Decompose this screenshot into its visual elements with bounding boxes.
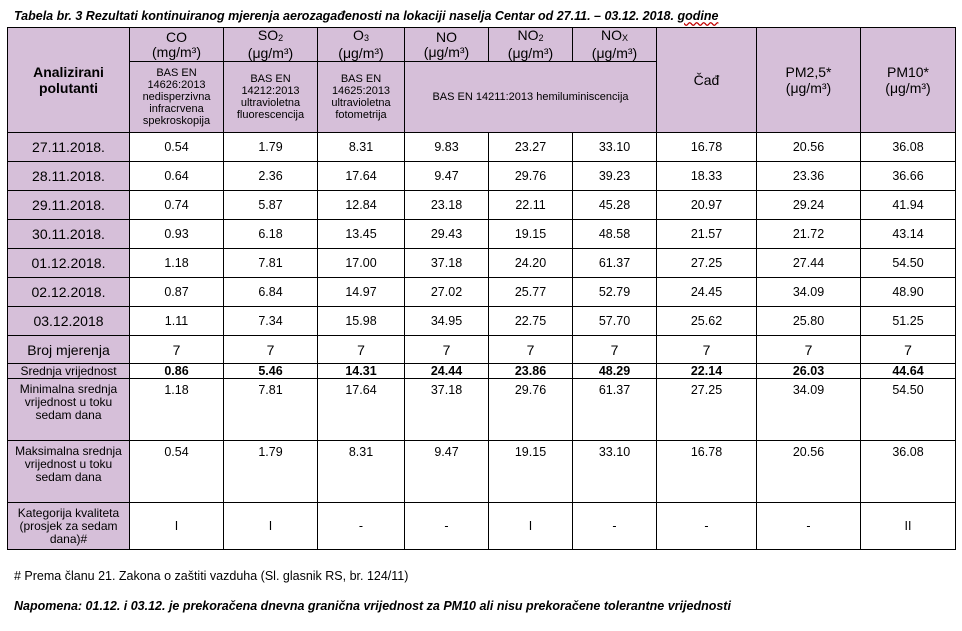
table-cell: 19.15 bbox=[489, 441, 573, 503]
table-cell: 23.86 bbox=[489, 364, 573, 379]
table-cell: 5.46 bbox=[224, 364, 318, 379]
table-cell: 27.44 bbox=[757, 249, 861, 278]
cad-header: Čađ bbox=[657, 28, 757, 133]
table-cell: 41.94 bbox=[861, 191, 956, 220]
table-cell: 27.25 bbox=[657, 249, 757, 278]
table-cell: 12.84 bbox=[318, 191, 405, 220]
table-cell: 24.44 bbox=[405, 364, 489, 379]
row-label: 02.12.2018. bbox=[8, 278, 130, 307]
table-cell: 16.78 bbox=[657, 133, 757, 162]
table-cell: - bbox=[573, 503, 657, 550]
table-cell: 48.90 bbox=[861, 278, 956, 307]
table-cell: 36.66 bbox=[861, 162, 956, 191]
table-cell: 48.29 bbox=[573, 364, 657, 379]
table-cell: 2.36 bbox=[224, 162, 318, 191]
row-label: Kategorija kvaliteta (prosjek za sedam dana)# bbox=[8, 503, 130, 550]
table-cell: - bbox=[757, 503, 861, 550]
table-cell: 25.80 bbox=[757, 307, 861, 336]
table-cell: 7 bbox=[573, 336, 657, 364]
table-cell: 29.76 bbox=[489, 379, 573, 441]
no2-header bbox=[489, 28, 573, 62]
no-unit: (μg/m³) bbox=[423, 43, 470, 60]
table-cell: 37.18 bbox=[405, 379, 489, 441]
table-cell: 23.18 bbox=[405, 191, 489, 220]
table-cell: 25.62 bbox=[657, 307, 757, 336]
table-cell: 7.34 bbox=[224, 307, 318, 336]
table-cell: 22.11 bbox=[489, 191, 573, 220]
table-cell: 7.81 bbox=[224, 249, 318, 278]
o3-header bbox=[318, 28, 405, 62]
date-row bbox=[8, 220, 956, 249]
date-row bbox=[8, 249, 956, 278]
table-cell: 36.08 bbox=[861, 441, 956, 503]
maksimalna-row bbox=[8, 441, 956, 503]
row-label: Maksimalna srednja vrijednost u toku sedam dana bbox=[8, 441, 130, 503]
table-cell: 19.15 bbox=[489, 220, 573, 249]
footnote: # Prema članu 21. Zakona o zaštiti vazduha (Sl. glasnik RS, br. 124/11) bbox=[14, 569, 409, 583]
table-cell: 9.47 bbox=[405, 441, 489, 503]
table-cell: 61.37 bbox=[573, 249, 657, 278]
table-cell: 7 bbox=[224, 336, 318, 364]
table-cell: 44.64 bbox=[861, 364, 956, 379]
table-cell: 34.09 bbox=[757, 379, 861, 441]
table-cell: 5.87 bbox=[224, 191, 318, 220]
table-cell: 0.54 bbox=[130, 441, 224, 503]
srednja-row bbox=[8, 364, 956, 379]
row-label: Broj mjerenja bbox=[8, 336, 130, 364]
table-cell: 14.31 bbox=[318, 364, 405, 379]
table-cell: 7 bbox=[130, 336, 224, 364]
kategorija-row bbox=[8, 503, 956, 550]
date-row bbox=[8, 133, 956, 162]
nox-sub: X bbox=[621, 33, 628, 43]
co-header bbox=[130, 28, 224, 62]
table-cell: 57.70 bbox=[573, 307, 657, 336]
header-row-units bbox=[8, 28, 956, 62]
broj-mjerenja-row bbox=[8, 336, 956, 364]
table-cell: 9.47 bbox=[405, 162, 489, 191]
o3-name: O bbox=[353, 27, 364, 43]
table-cell: 23.36 bbox=[757, 162, 861, 191]
table-cell: 1.11 bbox=[130, 307, 224, 336]
table-cell: I bbox=[224, 503, 318, 550]
table-cell: 16.78 bbox=[657, 441, 757, 503]
date-row bbox=[8, 278, 956, 307]
table-cell: 43.14 bbox=[861, 220, 956, 249]
table-cell: 6.84 bbox=[224, 278, 318, 307]
table-cell: 17.64 bbox=[318, 379, 405, 441]
caption-tail: godine bbox=[677, 9, 719, 23]
table-cell: 51.25 bbox=[861, 307, 956, 336]
table-cell: 22.14 bbox=[657, 364, 757, 379]
table-cell: 34.09 bbox=[757, 278, 861, 307]
no2-name: NO bbox=[517, 27, 539, 43]
napomena-note: Napomena: 01.12. i 03.12. je prekoračena dnevna granična vrijednost za PM10 ali nisu prekoračene tolerantne vrijednosti bbox=[14, 599, 731, 613]
table-cell: 29.76 bbox=[489, 162, 573, 191]
table-cell: 22.75 bbox=[489, 307, 573, 336]
table-cell: 14.97 bbox=[318, 278, 405, 307]
o3-sub: 3 bbox=[363, 33, 369, 43]
nox-header bbox=[573, 28, 657, 62]
table-cell: 54.50 bbox=[861, 249, 956, 278]
row-label: 27.11.2018. bbox=[8, 133, 130, 162]
table-cell: 0.93 bbox=[130, 220, 224, 249]
table-cell: 7 bbox=[757, 336, 861, 364]
pm25-unit: (μg/m³) bbox=[785, 80, 832, 96]
table-cell: 7.81 bbox=[224, 379, 318, 441]
table-cell: 48.58 bbox=[573, 220, 657, 249]
table-cell: 24.20 bbox=[489, 249, 573, 278]
table-cell: 6.18 bbox=[224, 220, 318, 249]
table-cell: 45.28 bbox=[573, 191, 657, 220]
so2-method: BAS EN 14212:2013 ultravioletna fluorescencija bbox=[224, 62, 318, 133]
nox-unit: (μg/m³) bbox=[591, 45, 638, 61]
table-cell: 15.98 bbox=[318, 307, 405, 336]
no-name: NO bbox=[436, 28, 457, 45]
co-method: BAS EN 14626:2013 nedisperzivna infracrvena spekroskopija bbox=[130, 62, 224, 133]
table-cell: - bbox=[657, 503, 757, 550]
nox-name: NO bbox=[600, 27, 622, 43]
no2-sub: 2 bbox=[538, 33, 544, 43]
date-row bbox=[8, 162, 956, 191]
pm25-header bbox=[757, 28, 861, 133]
table-cell: 0.54 bbox=[130, 133, 224, 162]
row-label: Srednja vrijednost bbox=[8, 364, 130, 379]
table-cell: 23.27 bbox=[489, 133, 573, 162]
table-cell: 8.31 bbox=[318, 441, 405, 503]
table-cell: 17.64 bbox=[318, 162, 405, 191]
row-label: 28.11.2018. bbox=[8, 162, 130, 191]
o3-method: BAS EN 14625:2013 ultravioletna fotometrija bbox=[318, 62, 405, 133]
pm10-name: PM10* bbox=[886, 64, 930, 80]
table-cell: 39.23 bbox=[573, 162, 657, 191]
minimalna-row bbox=[8, 379, 956, 441]
table-cell: 1.79 bbox=[224, 133, 318, 162]
o3-unit: (μg/m³) bbox=[338, 45, 384, 61]
date-row bbox=[8, 191, 956, 220]
date-row bbox=[8, 307, 956, 336]
table-cell: 20.97 bbox=[657, 191, 757, 220]
nox-method: BAS EN 14211:2013 hemiluminiscencija bbox=[405, 62, 657, 133]
pollutants-header: Analizirani polutanti bbox=[8, 28, 130, 133]
table-cell: 29.43 bbox=[405, 220, 489, 249]
table-cell: 26.03 bbox=[757, 364, 861, 379]
table-caption bbox=[14, 9, 954, 23]
table-cell: 18.33 bbox=[657, 162, 757, 191]
so2-sub: 2 bbox=[278, 33, 284, 43]
table-cell: 9.83 bbox=[405, 133, 489, 162]
table-cell: 1.18 bbox=[130, 249, 224, 278]
table-cell: 61.37 bbox=[573, 379, 657, 441]
table-cell: 0.64 bbox=[130, 162, 224, 191]
table-cell: 0.74 bbox=[130, 191, 224, 220]
table-cell: 37.18 bbox=[405, 249, 489, 278]
table-cell: 29.24 bbox=[757, 191, 861, 220]
table-cell: 34.95 bbox=[405, 307, 489, 336]
table-cell: 54.50 bbox=[861, 379, 956, 441]
table-cell: 13.45 bbox=[318, 220, 405, 249]
table-cell: 27.25 bbox=[657, 379, 757, 441]
table-cell: 36.08 bbox=[861, 133, 956, 162]
table-cell: II bbox=[861, 503, 956, 550]
table-cell: 24.45 bbox=[657, 278, 757, 307]
table-cell: 33.10 bbox=[573, 441, 657, 503]
table-cell: 7 bbox=[861, 336, 956, 364]
table-cell: 1.18 bbox=[130, 379, 224, 441]
so2-header bbox=[224, 28, 318, 62]
row-label: 03.12.2018 bbox=[8, 307, 130, 336]
row-label: 01.12.2018. bbox=[8, 249, 130, 278]
table-cell: 7 bbox=[405, 336, 489, 364]
so2-name: SO bbox=[257, 27, 279, 43]
pm10-unit: (μg/m³) bbox=[885, 80, 931, 96]
co-name: CO bbox=[166, 28, 187, 45]
no2-unit: (μg/m³) bbox=[507, 45, 554, 61]
table-cell: 27.02 bbox=[405, 278, 489, 307]
table-cell: - bbox=[318, 503, 405, 550]
table-cell: 33.10 bbox=[573, 133, 657, 162]
table-cell: 7 bbox=[489, 336, 573, 364]
table-cell: - bbox=[405, 503, 489, 550]
table-cell: 7 bbox=[657, 336, 757, 364]
measurement-table bbox=[7, 27, 956, 550]
row-label: 30.11.2018. bbox=[8, 220, 130, 249]
table-cell: 21.57 bbox=[657, 220, 757, 249]
table-cell: 8.31 bbox=[318, 133, 405, 162]
pm10-header bbox=[861, 28, 956, 133]
table-cell: 1.79 bbox=[224, 441, 318, 503]
caption-main: Tabela br. 3 Rezultati kontinuiranog mjerenja aerozagađenosti na lokaciji naselja Centar od 27.11. – 03.12. 2018. bbox=[14, 9, 674, 23]
pm25-name: PM2,5* bbox=[785, 64, 832, 80]
table-cell: 25.77 bbox=[489, 278, 573, 307]
table-cell: 0.87 bbox=[130, 278, 224, 307]
no-header bbox=[405, 28, 489, 62]
table-cell: I bbox=[130, 503, 224, 550]
table-cell: 52.79 bbox=[573, 278, 657, 307]
co-unit: (mg/m³) bbox=[152, 43, 201, 60]
table-cell: 17.00 bbox=[318, 249, 405, 278]
row-label: 29.11.2018. bbox=[8, 191, 130, 220]
table-cell: I bbox=[489, 503, 573, 550]
table-cell: 21.72 bbox=[757, 220, 861, 249]
table-cell: 7 bbox=[318, 336, 405, 364]
so2-unit: (μg/m³) bbox=[247, 45, 294, 61]
table-cell: 0.86 bbox=[130, 364, 224, 379]
table-cell: 20.56 bbox=[757, 441, 861, 503]
row-label: Minimalna srednja vrijednost u toku sedam dana bbox=[8, 379, 130, 441]
table-cell: 20.56 bbox=[757, 133, 861, 162]
